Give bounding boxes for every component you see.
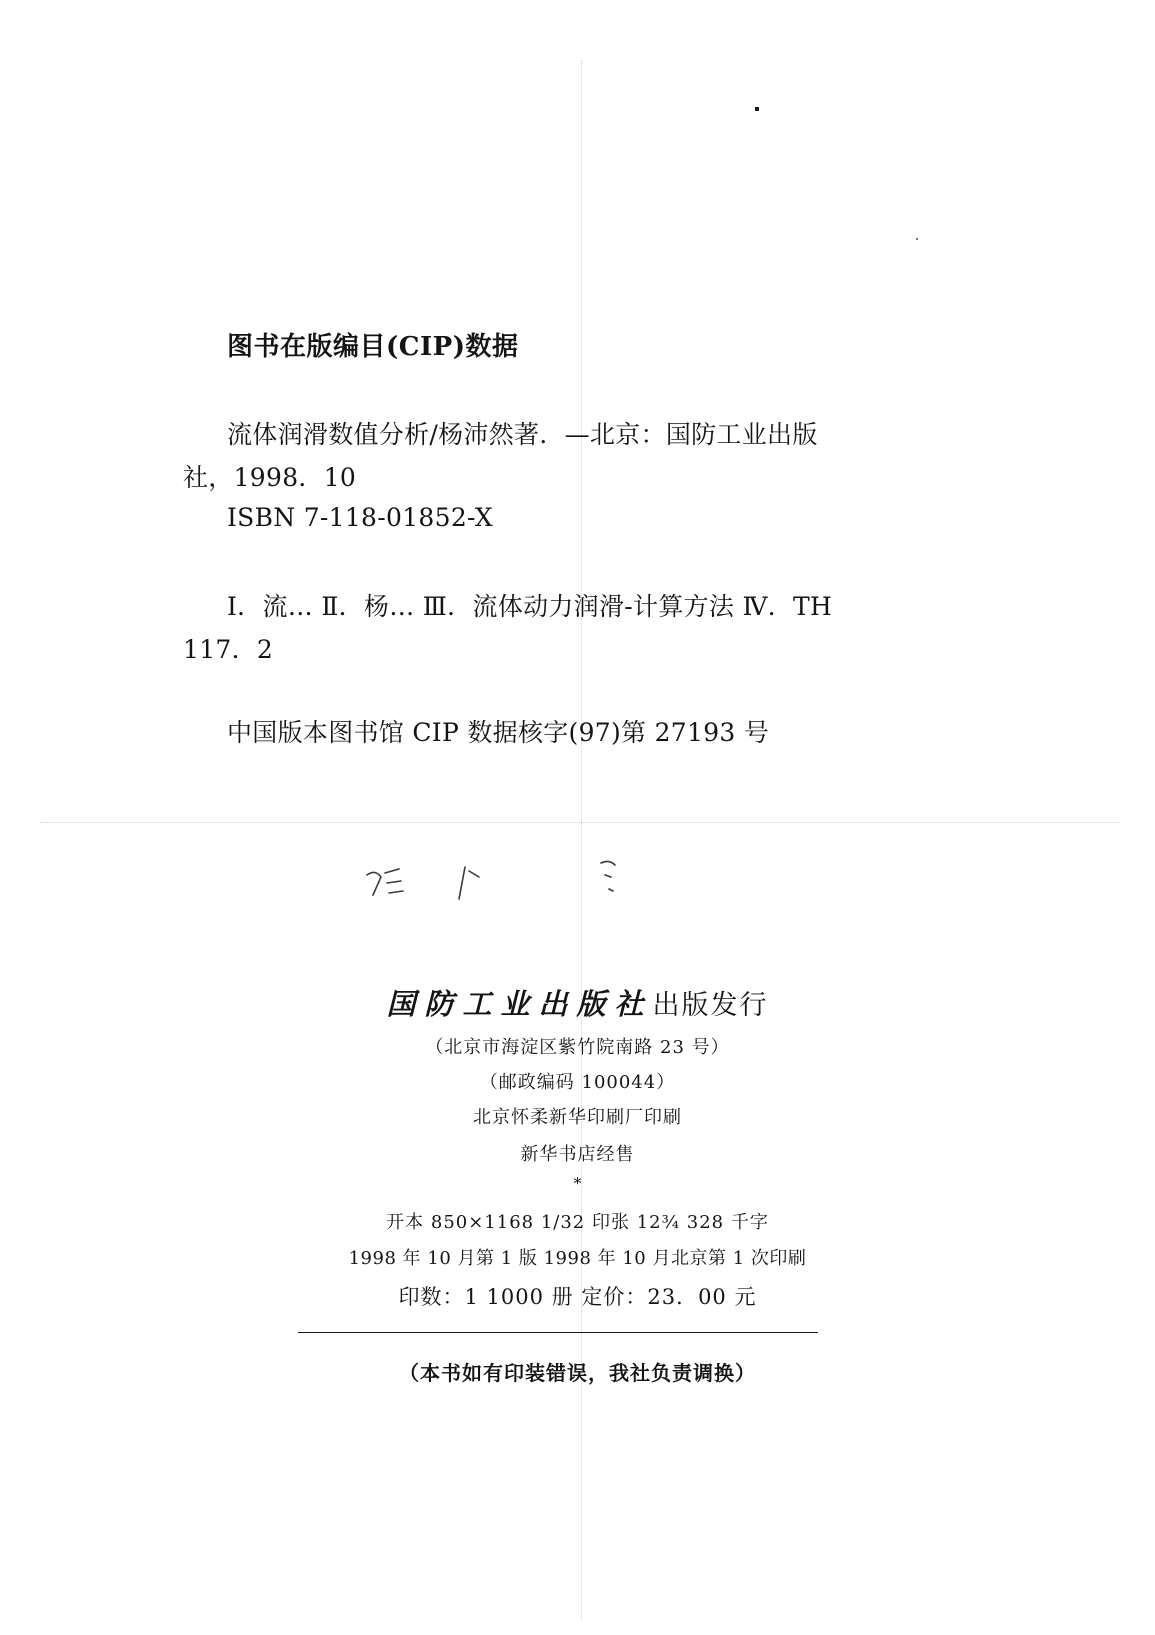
printer-line: 北京怀柔新华印刷厂印刷 xyxy=(473,1107,682,1128)
scan-speck xyxy=(916,238,918,240)
publisher-line xyxy=(0,982,1155,1023)
edition-info: 1998 年 10 月第 1 版 1998 年 10 月北京第 1 次印刷 xyxy=(348,1248,807,1269)
replacement-notice: （本书如有印装错误，我社负责调换） xyxy=(399,1361,756,1385)
cip-subject-line-1: Ⅰ．流… Ⅱ．杨… Ⅲ．流体动力润滑-计算方法 Ⅳ．TH xyxy=(227,592,833,621)
cip-title-line-2: 社，1998．10 xyxy=(183,463,357,492)
fold-guide-vertical xyxy=(581,60,582,1620)
publisher-address: （北京市海淀区紫竹院南路 23 号） xyxy=(425,1037,730,1058)
postal-code: （邮政编码 100044） xyxy=(479,1072,676,1093)
cip-title-line-1: 流体润滑数值分析/杨沛然著．—北京：国防工业出版 xyxy=(227,420,818,449)
scan-speck xyxy=(755,107,759,111)
publisher-calligraphy: 国防工业出版社 xyxy=(386,987,653,1021)
divider-rule xyxy=(298,1332,818,1333)
handwritten-marks xyxy=(365,855,635,915)
fold-guide-horizontal xyxy=(40,822,1120,823)
publisher-suffix: 出版发行 xyxy=(652,990,769,1021)
print-run-price: 印数：1 1000 册 定价：23．00 元 xyxy=(398,1285,757,1309)
cip-verification: 中国版本图书馆 CIP 数据核字(97)第 27193 号 xyxy=(227,718,770,747)
cip-isbn: ISBN 7-118-01852-X xyxy=(227,503,493,532)
cip-subject-line-2: 117．2 xyxy=(183,635,274,664)
distributor-line: 新华书店经售 xyxy=(520,1144,635,1165)
format-specs: 开本 850×1168 1/32 印张 12¾ 328 千字 xyxy=(386,1212,769,1233)
separator-asterisk: * xyxy=(573,1174,582,1193)
cip-heading: 图书在版编目(CIP)数据 xyxy=(227,332,519,362)
